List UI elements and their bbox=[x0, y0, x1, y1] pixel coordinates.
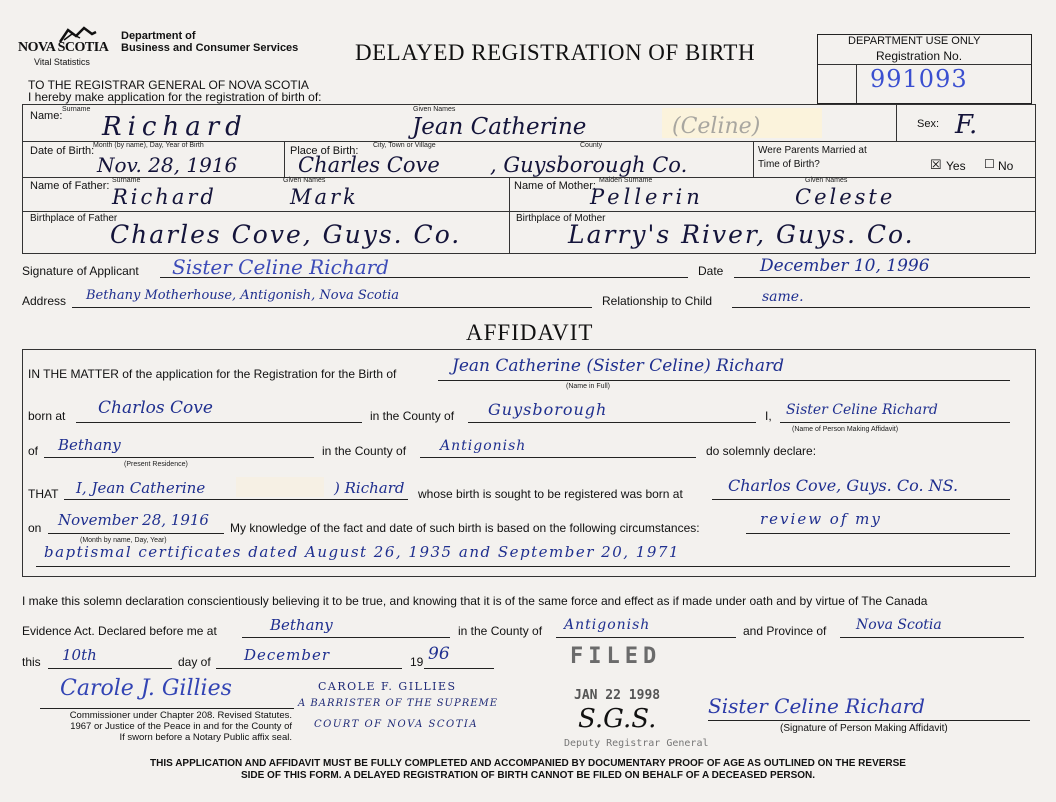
res-county-value: Antigonish bbox=[440, 438, 527, 454]
this-label: this bbox=[22, 655, 41, 669]
residence-value: Bethany bbox=[58, 436, 121, 454]
footer-line-2: SIDE OF THIS FORM. A DELAYED REGISTRATION OF BIRTH CANNOT BE FILED ON BEHALF OF A DECEASED PERSON. bbox=[240, 770, 816, 781]
solemn-line-1: I make this solemn declaration conscientiously believing it to be true, and knowing that it is of the same force and effect as if made under oath and by virtue of The Canada bbox=[22, 594, 928, 608]
dob-caption: Month (by name), Day, Year of Birth bbox=[93, 142, 204, 149]
day-of-label: day of bbox=[178, 655, 211, 669]
registration-no-value: 991093 bbox=[870, 65, 968, 93]
application-line: I hereby make application for the registration of birth of: bbox=[28, 90, 322, 104]
month-value: December bbox=[244, 646, 331, 664]
knowledge-text: My knowledge of the fact and date of such birth is based on the following circumstances: bbox=[230, 521, 700, 535]
matter-text: IN THE MATTER of the application for the Registration for the Birth of bbox=[28, 367, 397, 381]
mother-given-caption: Given Names bbox=[805, 177, 848, 184]
registration-no-label: Registration No. bbox=[876, 49, 963, 63]
day-value: 10th bbox=[62, 646, 97, 664]
father-birthplace-value: Charles Cove, Guys. Co. bbox=[110, 220, 462, 249]
father-birthplace-label: Birthplace of Father bbox=[30, 213, 118, 224]
department-use-box bbox=[817, 34, 1032, 104]
that-value-tail: ) Richard bbox=[334, 479, 405, 497]
sex-value: F. bbox=[955, 110, 978, 140]
year-prefix: 19 bbox=[410, 655, 424, 669]
matter-value: Jean Catherine (Sister Celine) Richard bbox=[452, 356, 785, 376]
that-label: THAT bbox=[28, 487, 59, 501]
relationship-label: Relationship to Child bbox=[602, 294, 713, 308]
pob-value: Charles Cove bbox=[298, 153, 440, 177]
address-label: Address bbox=[22, 294, 67, 308]
redaction-patch-2 bbox=[236, 477, 324, 497]
county-value: , Guysborough Co. bbox=[490, 153, 688, 177]
pob-label: Place of Birth: bbox=[290, 145, 359, 157]
born-at-value: Charlos Cove bbox=[98, 398, 213, 418]
province-value: Nova Scotia bbox=[856, 617, 942, 633]
father-surname-value: Richard bbox=[112, 185, 217, 209]
no-checkbox[interactable]: ☐ bbox=[984, 157, 995, 171]
province-label: and Province of bbox=[743, 624, 827, 638]
given-names-value: Jean Catherine bbox=[412, 114, 587, 140]
nova-scotia-logo bbox=[18, 26, 118, 68]
no-label: No bbox=[998, 159, 1014, 173]
father-given-caption: Given Names bbox=[283, 177, 326, 184]
department-name bbox=[121, 30, 298, 54]
mother-maiden-caption: Maiden Surname bbox=[599, 177, 653, 184]
born-at-label: born at bbox=[28, 409, 66, 423]
declare-text: do solemnly declare: bbox=[706, 444, 817, 458]
department-line2: Business and Consumer Services bbox=[121, 42, 299, 54]
yes-label: Yes bbox=[946, 159, 966, 173]
filed-date-stamp: JAN 22 1998 bbox=[574, 688, 661, 703]
to-registrar-text: TO THE REGISTRAR GENERAL OF NOVA SCOTIA bbox=[28, 78, 309, 92]
commissioner-caption-3: If sworn before a Notary Public affix seal. bbox=[119, 732, 292, 743]
born-county-label: in the County of bbox=[370, 409, 455, 423]
surname-value: Richard bbox=[102, 112, 248, 142]
residence-caption: (Present Residence) bbox=[124, 461, 188, 468]
county-caption: County bbox=[580, 142, 603, 149]
in-county-label: in the County of bbox=[458, 624, 543, 638]
applicant-signature-label: Signature of Applicant bbox=[22, 264, 139, 278]
sought-text: whose birth is sought to be registered was born at bbox=[418, 487, 683, 501]
evidence-label: Evidence Act. Declared before me at bbox=[22, 624, 217, 638]
dept-use-only-label: DEPARTMENT USE ONLY bbox=[848, 35, 981, 47]
footer-line-1: THIS APPLICATION AND AFFIDAVIT MUST BE FULLY COMPLETED AND ACCOMPANIED BY DOCUMENTARY PROOF OF AGE AS OUTLINED ON THE REVERSE bbox=[150, 758, 906, 769]
commissioner-title-1: A BARRISTER OF THE SUPREME bbox=[298, 698, 499, 709]
commissioner-caption-2: 1967 or Justice of the Peace in and for the County of bbox=[70, 721, 292, 732]
province-logo-text: NOVA SCOTIA bbox=[18, 40, 109, 55]
relationship-value: same. bbox=[762, 289, 804, 305]
mother-surname-value: Pellerin bbox=[590, 185, 704, 209]
department-line1: Department of bbox=[121, 30, 196, 42]
applicant-date-value: December 10, 1996 bbox=[760, 256, 930, 276]
res-county-label: in the County of bbox=[322, 444, 407, 458]
declarant-value: Sister Celine Richard bbox=[786, 402, 938, 418]
dob-label: Date of Birth: bbox=[30, 145, 95, 157]
sex-label: Sex: bbox=[917, 118, 940, 130]
given-names-tail: (Celine) bbox=[672, 114, 761, 139]
surname-caption: Surname bbox=[62, 106, 91, 113]
footer-notice bbox=[0, 758, 1056, 782]
mother-birthplace-label: Birthplace of Mother bbox=[516, 213, 606, 224]
declared-at-value: Bethany bbox=[270, 616, 333, 634]
year-value: 96 bbox=[428, 644, 450, 664]
of-label: of bbox=[28, 444, 39, 458]
declarant-caption: (Name of Person Making Affidavit) bbox=[792, 426, 899, 433]
commissioner-name: CAROLE F. GILLIES bbox=[318, 680, 457, 693]
that-value: I, Jean Catherine bbox=[76, 479, 206, 497]
born-county-value: Guysborough bbox=[488, 400, 608, 419]
registrar-initials: S.G.S. bbox=[578, 704, 657, 734]
applicant-date-label: Date bbox=[698, 264, 724, 278]
circumstances-line-2: baptismal certificates dated August 26, 1935 and September 20, 1971 bbox=[44, 543, 680, 561]
vital-statistics-label: Vital Statistics bbox=[34, 57, 90, 67]
pob-caption: City, Town or Village bbox=[373, 142, 436, 149]
father-label: Name of Father: bbox=[30, 180, 110, 192]
dob-value: Nov. 28, 1916 bbox=[97, 153, 238, 177]
affiant-caption: (Signature of Person Making Affidavit) bbox=[780, 723, 948, 734]
mother-label: Name of Mother: bbox=[514, 180, 596, 192]
parents-married-label-1: Were Parents Married at bbox=[758, 145, 867, 156]
mother-given-value: Celeste bbox=[795, 185, 896, 209]
name-label: Name: bbox=[30, 110, 63, 122]
deputy-registrar-stamp: Deputy Registrar General bbox=[564, 738, 709, 749]
circumstances-line-1: review of my bbox=[760, 510, 882, 528]
on-value: November 28, 1916 bbox=[58, 511, 209, 529]
form-title: DELAYED REGISTRATION OF BIRTH bbox=[355, 40, 756, 65]
commissioner-caption-1: Commissioner under Chapter 208. Revised Statutes. bbox=[69, 710, 292, 721]
i-label: I, bbox=[765, 409, 772, 423]
address-value: Bethany Motherhouse, Antigonish, Nova Scotia bbox=[86, 288, 399, 303]
filed-stamp: FILED bbox=[570, 644, 662, 669]
yes-checkbox[interactable]: ☒ bbox=[930, 157, 942, 172]
parents-married-label-2: Time of Birth? bbox=[758, 159, 820, 170]
on-caption: (Month by name, Day, Year) bbox=[80, 537, 167, 544]
father-surname-caption: Surname bbox=[112, 177, 141, 184]
applicant-signature-value: Sister Celine Richard bbox=[172, 255, 389, 279]
father-given-value: Mark bbox=[290, 185, 359, 209]
affidavit-title: AFFIDAVIT bbox=[466, 320, 594, 345]
commissioner-signature: Carole J. Gillies bbox=[60, 676, 232, 701]
affiant-signature: Sister Celine Richard bbox=[708, 694, 925, 718]
name-in-full-caption: (Name in Full) bbox=[566, 383, 610, 390]
born-place-value: Charlos Cove, Guys. Co. NS. bbox=[728, 476, 959, 495]
given-names-caption: Given Names bbox=[413, 106, 456, 113]
on-label: on bbox=[28, 521, 42, 535]
declared-county-value: Antigonish bbox=[564, 617, 651, 633]
mother-birthplace-value: Larry's River, Guys. Co. bbox=[568, 220, 915, 249]
commissioner-caption bbox=[40, 710, 292, 743]
commissioner-title-2: COURT OF NOVA SCOTIA bbox=[314, 719, 479, 730]
